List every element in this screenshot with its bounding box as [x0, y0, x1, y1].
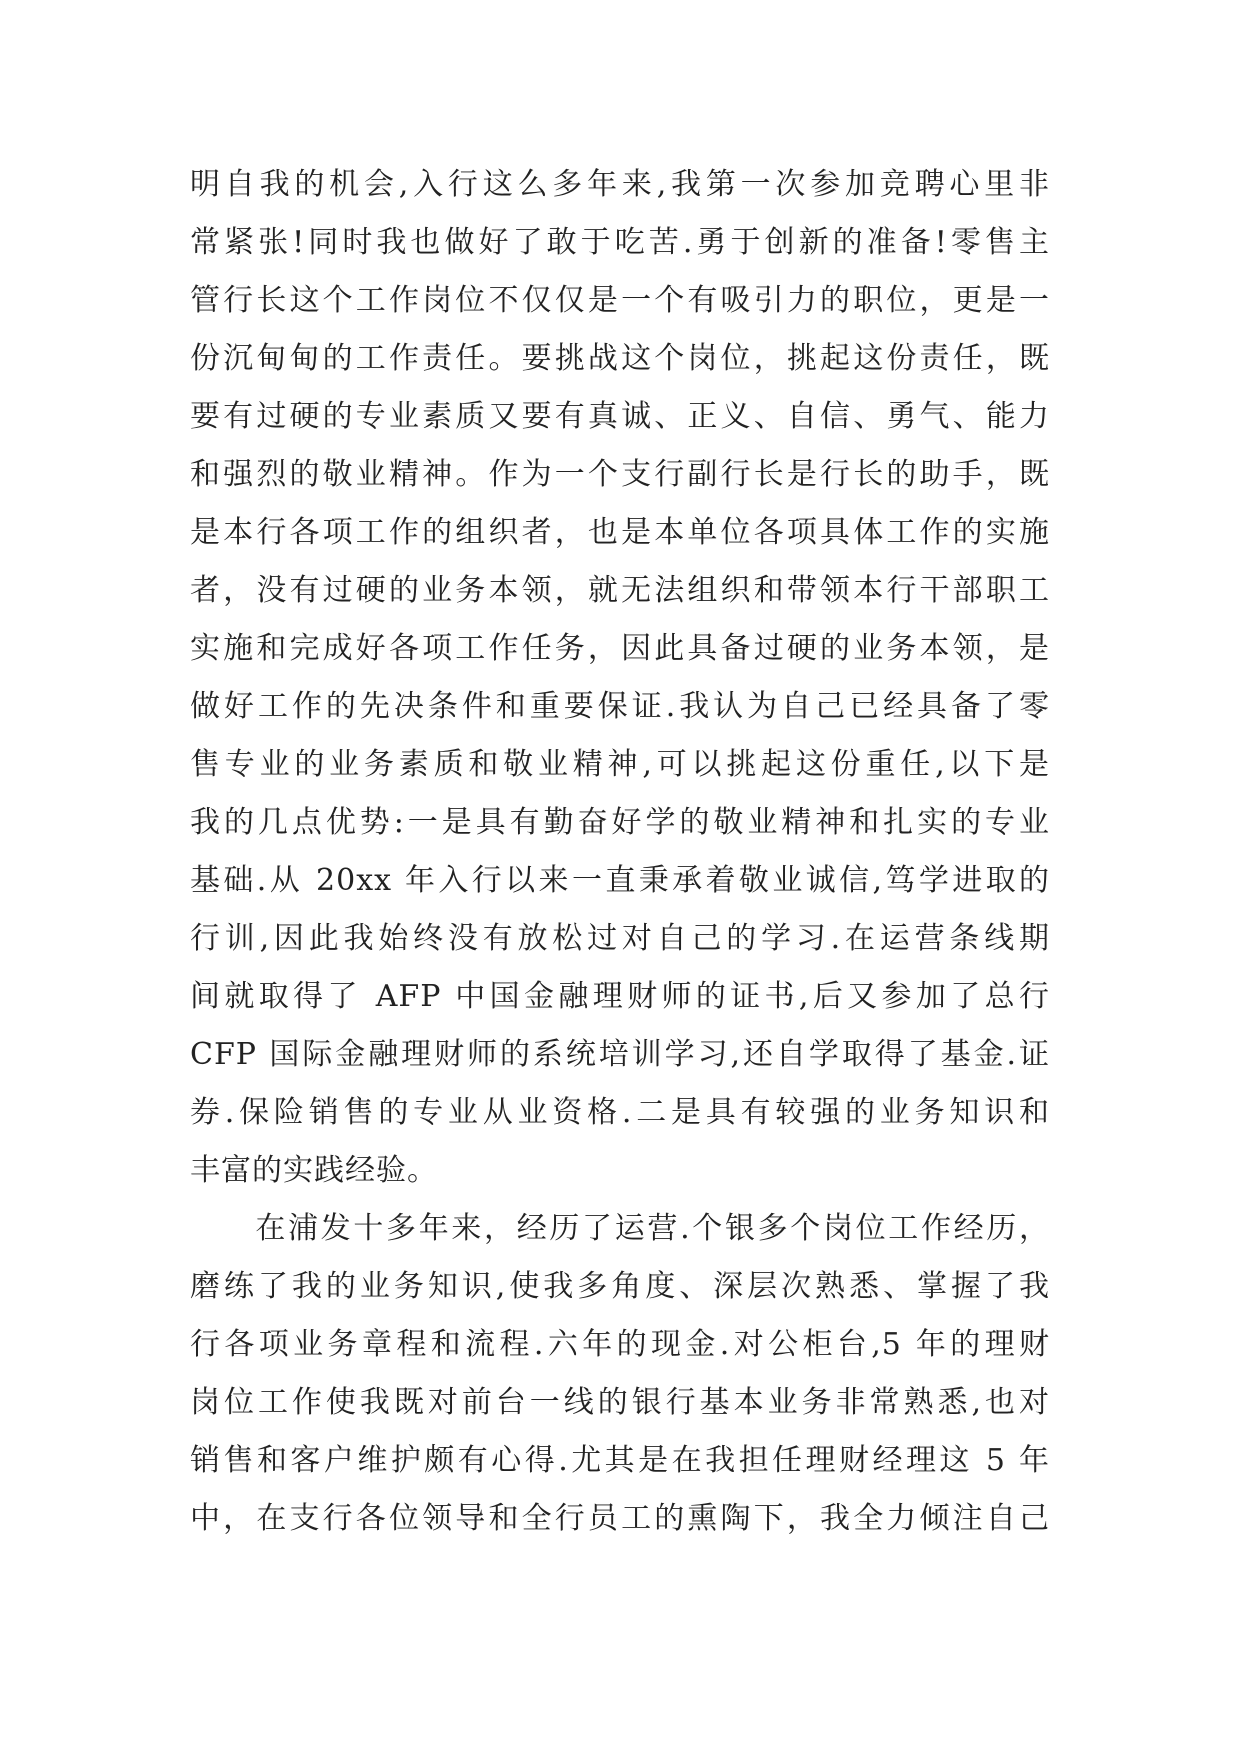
text-line: 份沉甸甸的工作责任。要挑战这个岗位，挑起这份责任，既 [190, 341, 1050, 376]
text-line: 基础.从 20xx 年入行以来一直秉承着敬业诚信,笃学进取的 [190, 863, 1050, 898]
text-line: 券.保险销售的专业从业资格.二是具有较强的业务知识和 [190, 1095, 1050, 1130]
text-line: 销售和客户维护颇有心得.尤其是在我担任理财经理这 5 年 [190, 1443, 1050, 1478]
text-line: 实施和完成好各项工作任务，因此具备过硬的业务本领，是 [190, 631, 1050, 666]
text-line: 和强烈的敬业精神。作为一个支行副行长是行长的助手，既 [190, 457, 1050, 492]
text-line: 在浦发十多年来，经历了运营.个银多个岗位工作经历， [190, 1211, 1050, 1246]
paragraph-2 [190, 1200, 1050, 1548]
text-line: 明自我的机会,入行这么多年来,我第一次参加竞聘心里非 [190, 167, 1050, 202]
text-line: 是本行各项工作的组织者，也是本单位各项具体工作的实施 [190, 515, 1050, 550]
text-line: 磨练了我的业务知识,使我多角度、深层次熟悉、掌握了我 [190, 1269, 1050, 1304]
text-line: 丰富的实践经验。 [190, 1153, 438, 1188]
text-line: 行训,因此我始终没有放松过对自己的学习.在运营条线期 [190, 921, 1050, 956]
text-line: CFP 国际金融理财师的系统培训学习,还自学取得了基金.证 [190, 1037, 1050, 1072]
text-line: 岗位工作使我既对前台一线的银行基本业务非常熟悉,也对 [190, 1385, 1050, 1420]
text-line: 我的几点优势:一是具有勤奋好学的敬业精神和扎实的专业 [190, 805, 1050, 840]
text-line: 中，在支行各位领导和全行员工的熏陶下，我全力倾注自己 [190, 1501, 1050, 1536]
text-line: 做好工作的先决条件和重要保证.我认为自己已经具备了零 [190, 689, 1050, 724]
text-line: 管行长这个工作岗位不仅仅是一个有吸引力的职位，更是一 [190, 283, 1050, 318]
text-line: 要有过硬的专业素质又要有真诚、正义、自信、勇气、能力 [190, 399, 1050, 434]
paragraph-1 [190, 156, 1050, 1200]
text-line: 常紧张!同时我也做好了敢于吃苦.勇于创新的准备!零售主 [190, 225, 1050, 260]
text-line: 售专业的业务素质和敬业精神,可以挑起这份重任,以下是 [190, 747, 1050, 782]
text-line: 行各项业务章程和流程.六年的现金.对公柜台,5 年的理财 [190, 1327, 1050, 1362]
text-line: 间就取得了 AFP 中国金融理财师的证书,后又参加了总行 [190, 979, 1050, 1014]
text-line: 者，没有过硬的业务本领，就无法组织和带领本行干部职工 [190, 573, 1050, 608]
